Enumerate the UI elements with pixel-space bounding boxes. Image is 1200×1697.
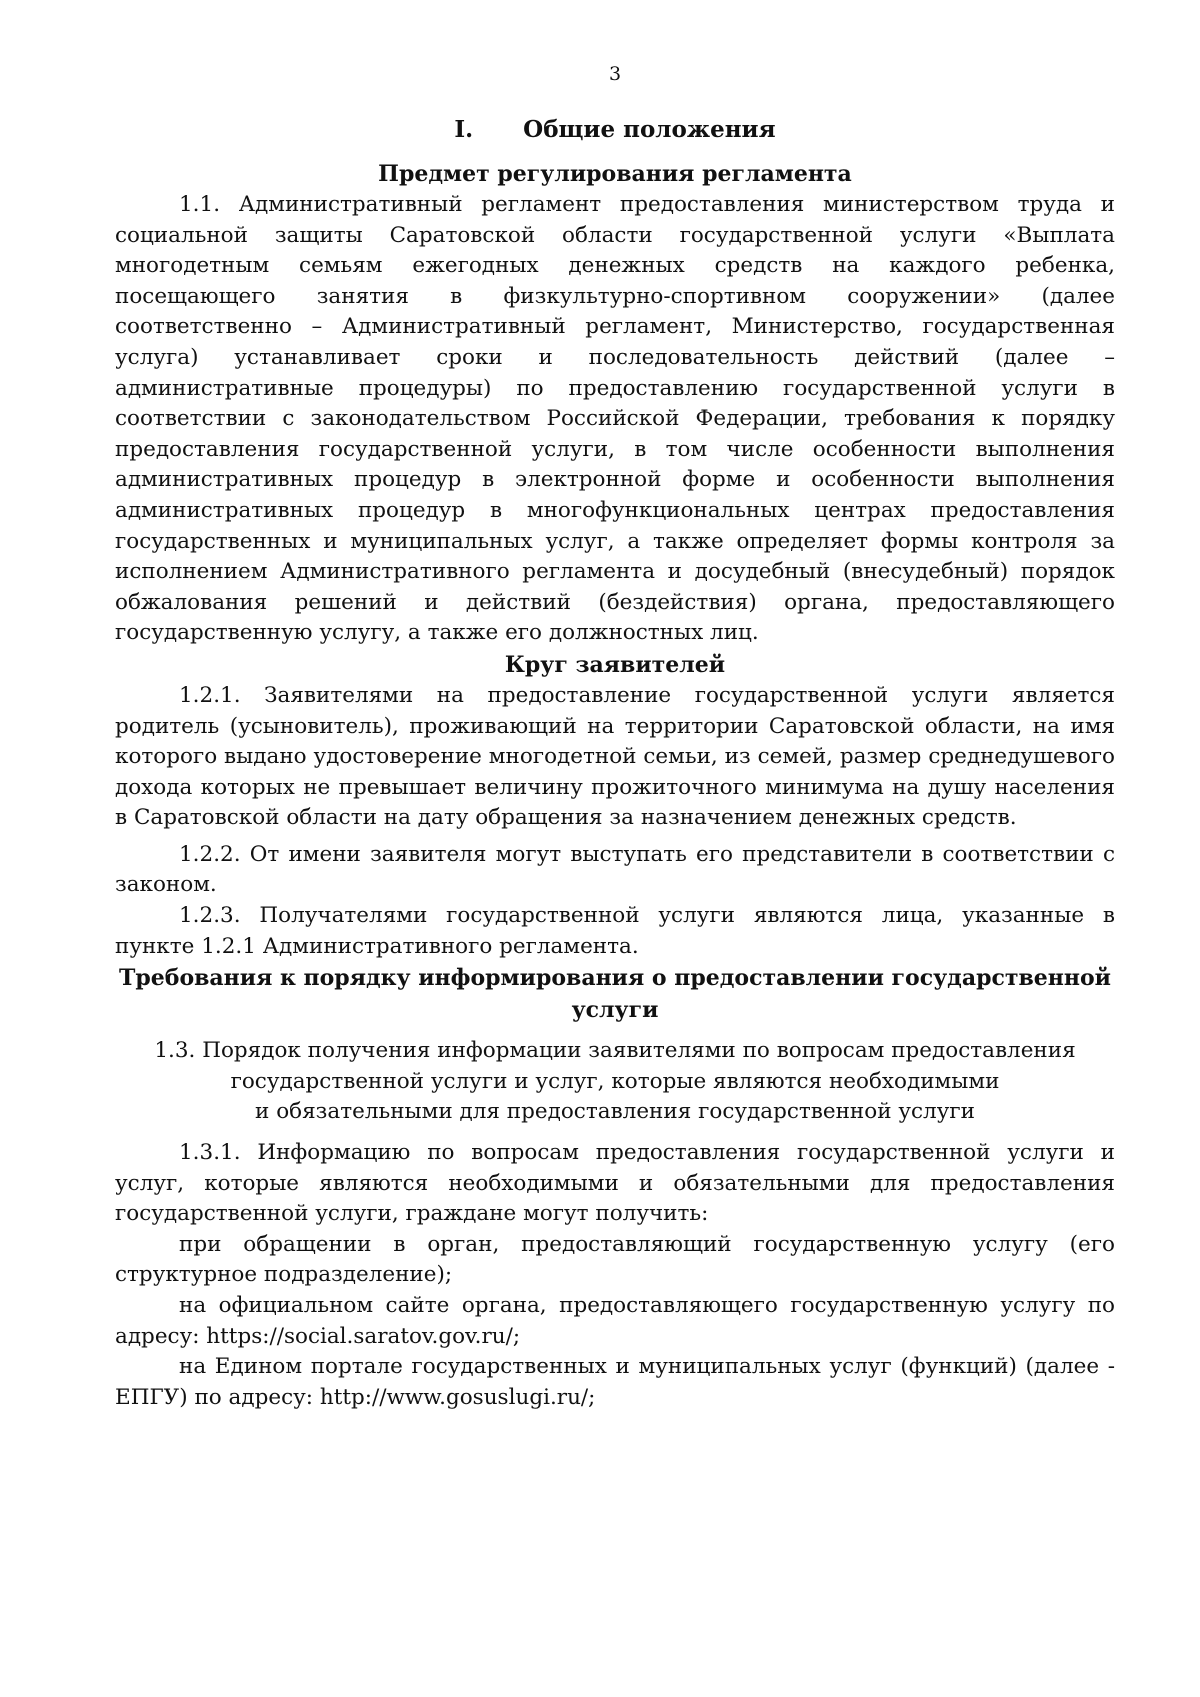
- paragraph-1-3-title: [115, 1036, 1115, 1128]
- list-item-epgu-portal: на Едином портале государственных и муниципальных услуг (функций) (далее - ЕПГУ) по адресу: http://www.gosuslugi.ru/;: [115, 1354, 1115, 1410]
- paragraph-1-3-title-line1: 1.3. Порядок получения информации заявителями по вопросам предоставления: [154, 1038, 1076, 1064]
- section-title-text: Общие положения: [523, 116, 776, 143]
- subheading-applicants: Круг заявителей: [504, 651, 726, 678]
- paragraph-1-2-3: 1.2.3. Получателями государственной услуги являются лица, указанные в пункте 1.2.1 Административного регламента.: [115, 903, 1115, 959]
- section-title: [115, 114, 1115, 146]
- paragraph-1-3-title-line2: государственной услуги и услуг, которые являются необходимыми: [230, 1068, 1000, 1094]
- list-item-office: при обращении в орган, предоставляющий государственную услугу (его структурное подразделение);: [115, 1231, 1115, 1288]
- paragraph-1-2-2: 1.2.2. От имени заявителя могут выступать его представители в соответствии с законом.: [115, 841, 1115, 898]
- subheading-requirements: [115, 962, 1115, 1026]
- paragraph-1-1: 1.1. Административный регламент предоставления министерством труда и социальной защиты Саратовской области государственной услуги «Выплата многодетным семьям ежегодных денежных средств на каждого ребенка, посещающего занятия в физкультурно-спортивном сооружении» (далее соответственно – Административный регламент, Министерство, государственная услуга) устанавливает сроки и последовательность действий (далее – административные процедуры) по предоставлению государственной услуги в соответствии с законодательством Российской Федерации, требования к порядку предоставления государственной услуги, в том числе особенности выполнения административных процедур в электронной форме и особенности выполнения административных процедур в многофункциональных центрах предоставления государственных и муниципальных услуг, а также определяет формы контроля за исполнением Административного регламента и досудебный (внесудебный) порядок обжалования решений и действий (бездействия) органа, предоставляющего государственную услугу, а также его должностных лиц.: [115, 192, 1115, 646]
- page-number: 3: [608, 63, 622, 85]
- list-item-official-site: на официальном сайте органа, предоставляющего государственную услугу по адресу: https://social.saratov.gov.ru/;: [115, 1293, 1115, 1349]
- paragraph-1-2-1: 1.2.1. Заявителями на предоставление государственной услуги является родитель (усыновитель), проживающий на территории Саратовской области, на имя которого выдано удостоверение многодетной семьи, из семей, размер среднедушевого дохода которых не превышает величину прожиточного минимума на душу населения в Саратовской области на дату обращения за назначением денежных средств.: [115, 682, 1115, 831]
- subheading-requirements-line2: услуги: [571, 997, 659, 1024]
- document-page: [115, 60, 1115, 1413]
- section-roman-numeral: I.: [454, 116, 474, 143]
- subheading-requirements-line1: Требования к порядку информирования о предоставлении государственной: [119, 965, 1111, 992]
- paragraph-1-3-1: 1.3.1. Информацию по вопросам предоставления государственной услуги и услуг, которые являются необходимыми и обязательными для предоставления государственной услуги, граждане могут получить:: [115, 1140, 1115, 1227]
- subheading-subject: Предмет регулирования регламента: [378, 161, 852, 187]
- paragraph-1-3-title-line3: и обязательными для предоставления государственной услуги: [255, 1099, 975, 1125]
